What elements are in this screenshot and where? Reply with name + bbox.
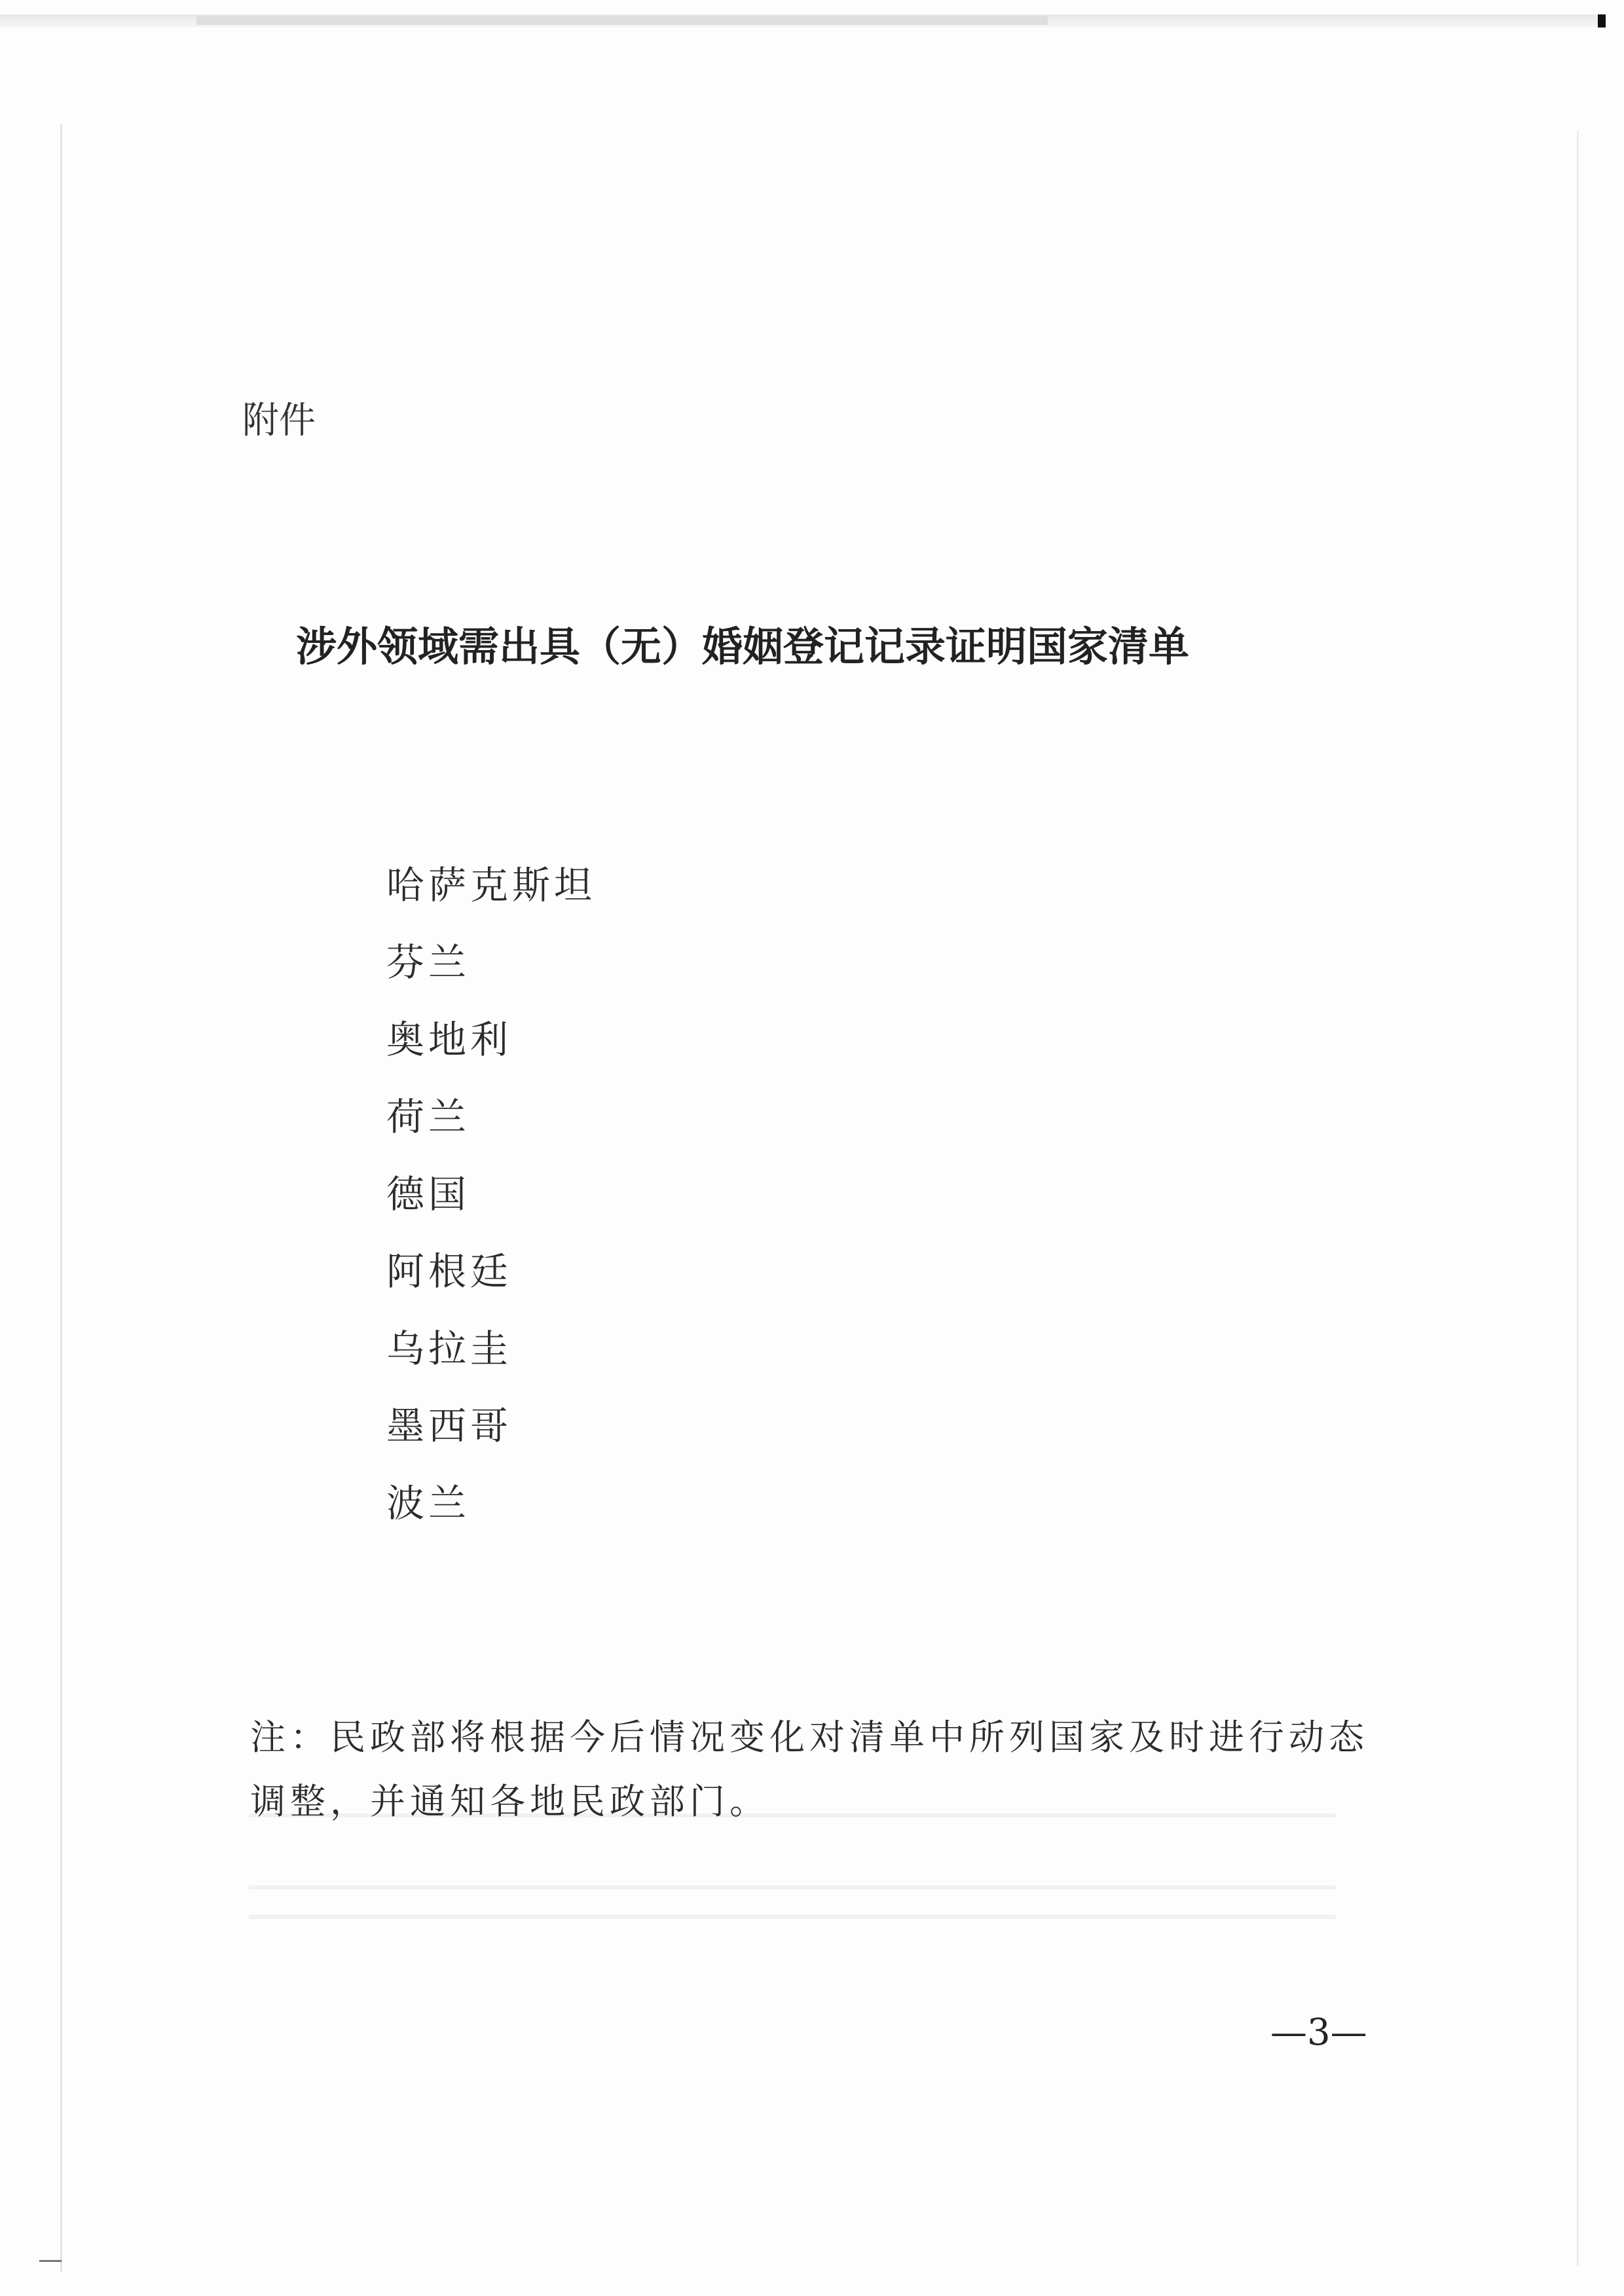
scan-mark-bottom [39, 2260, 62, 2262]
bleed-through-line [249, 1915, 1336, 1919]
list-item: 乌拉圭 [386, 1326, 513, 1371]
list-item: 荷兰 [386, 1095, 471, 1139]
country-list [386, 852, 596, 1548]
list-item: 德国 [386, 1172, 471, 1216]
document-title: 涉外领域需出具（无）婚姻登记记录证明国家清单 [296, 623, 1190, 670]
scan-edge-right [1577, 131, 1579, 2265]
scan-shadow-top [196, 16, 1048, 25]
note-paragraph: 注：民政部将根据今后情况变化对清单中所列国家及时进行动态调整，并通知各地民政部门。 [250, 1717, 1369, 1822]
scan-edge-left [60, 124, 62, 2272]
list-item: 哈萨克斯坦 [386, 863, 597, 907]
list-item: 波兰 [386, 1481, 471, 1525]
page-number: —3— [1270, 2011, 1367, 2054]
bleed-through-line [249, 1886, 1336, 1889]
attachment-label: 附件 [242, 399, 316, 442]
list-item: 墨西哥 [386, 1404, 513, 1448]
list-item: 奥地利 [386, 1017, 513, 1062]
list-item: 芬兰 [386, 940, 471, 985]
scan-mark [1598, 14, 1606, 27]
list-item: 阿根廷 [386, 1249, 513, 1294]
